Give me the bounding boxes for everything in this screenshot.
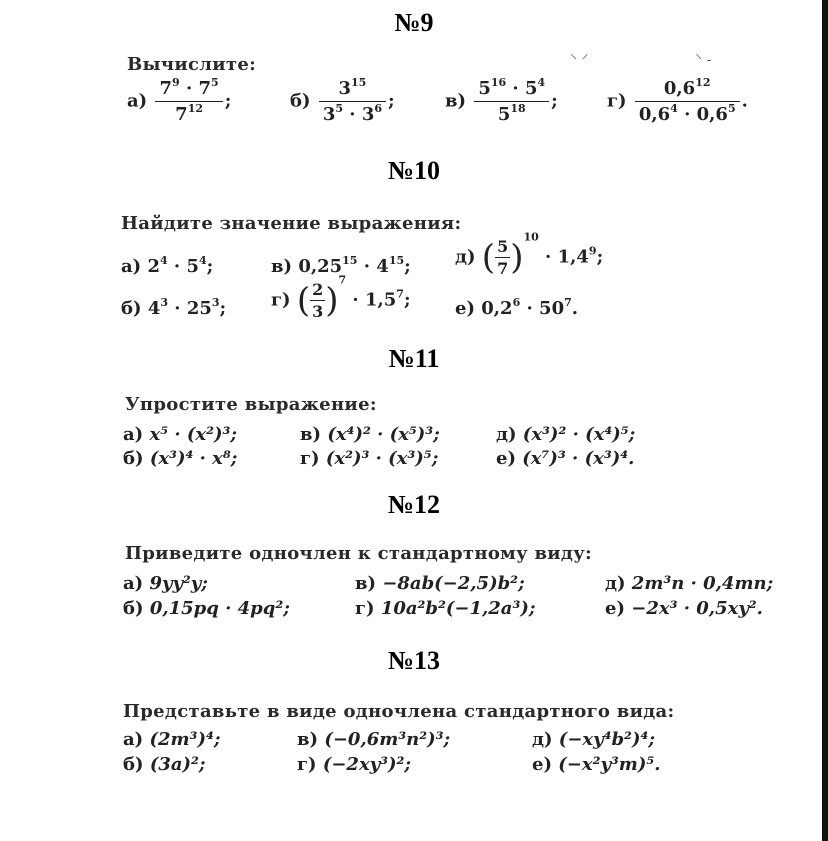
instruction-9: Вычислите: (127, 54, 257, 75)
task-13b: б) (3a)²; (123, 754, 206, 775)
task-9b: б) $\frac{3^{15}}{3^5 \cdot 3^6}$ ; (290, 76, 395, 125)
task-10b: б) $4^3 \cdot 25^3$; (121, 296, 227, 319)
task-10e: е) $0,2^6 \cdot 50^7$. (455, 296, 579, 319)
task-9a: а) $\frac{7^9 \cdot 7^5}{7^{12}}$ ; (127, 76, 232, 125)
fraction: $\frac{5^{16} \cdot 5^4}{5^{18}}$ (474, 78, 549, 125)
task-11a: а) x⁵ · (x²)³; (123, 424, 238, 445)
task-11b: б) (x³)⁴ · x⁸; (123, 448, 238, 469)
page-edge (822, 0, 828, 841)
fraction: $\frac{7^9 \cdot 7^5}{7^{12}}$ (155, 78, 222, 125)
task-11v: в) (x⁴)² · (x⁵)³; (300, 424, 440, 445)
instruction-12: Приведите одночлен к стандартному виду: (125, 543, 592, 564)
task-12v: в) −8ab(−2,5)b²; (355, 573, 525, 594)
fraction: $\frac{5}{7}$ (497, 237, 509, 278)
task-13v: в) (−0,6m³n²)³; (297, 729, 451, 750)
heading-9: №9 (394, 8, 434, 37)
instruction-13: Представьте в виде одночлена стандартного вида: (123, 701, 675, 722)
heading-10: №10 (387, 156, 441, 185)
task-12g: г) 10a²b²(−1,2a³); (355, 598, 536, 619)
task-12b: б) 0,15pq · 4pq²; (123, 598, 290, 619)
task-10v: в) $0,25^{15} \cdot 4^{15}$; (271, 254, 411, 277)
fraction: $\frac{0,6^{12}}{0,6^4 \cdot 0,6^5}$ (635, 78, 740, 125)
task-9v: в) $\frac{5^{16} \cdot 5^4}{5^{18}}$ ; (445, 76, 558, 125)
task-10a: а) $2^4 \cdot 5^4$; (121, 254, 214, 277)
task-13g: г) (−2xy³)²; (297, 754, 412, 775)
fraction: $\frac{3^{15}}{3^5 \cdot 3^6}$ (319, 78, 386, 125)
instruction-10: Найдите значение выражения: (121, 213, 462, 234)
heading-11: №11 (388, 344, 440, 373)
fraction: $\frac{2}{3}$ (312, 280, 324, 321)
task-12d: д) 2m³n · 0,4mn; (605, 573, 774, 594)
task-10g: г) ( $\frac{2}{3}$ )$^7 \cdot 1,5^7$; (271, 273, 411, 321)
instruction-11: Упростите выражение: (125, 394, 377, 415)
task-10d: д) ( $\frac{5}{7}$ )$^{10} \cdot 1,4^9$; (455, 230, 604, 278)
task-11g: г) (x²)³ · (x³)⁵; (300, 448, 439, 469)
task-13e: е) (−x²y³m)⁵. (532, 754, 661, 775)
task-13d: д) (−xy⁴b²)⁴; (532, 729, 655, 750)
task-9g: г) $\frac{0,6^{12}}{0,6^4 \cdot 0,6^5}$ . (607, 76, 748, 125)
task-12a: а) 9yy²y; (123, 573, 208, 594)
heading-12: №12 (387, 490, 441, 519)
heading-13: №13 (387, 646, 441, 675)
task-12e: е) −2x³ · 0,5xy². (605, 598, 763, 619)
task-11d: д) (x³)² · (x⁴)⁵; (496, 424, 636, 445)
task-11e: е) (x⁷)³ · (x³)⁴. (496, 448, 635, 469)
task-13a: а) (2m³)⁴; (123, 729, 221, 750)
scan-marks: ⸌ ⸍ ⸌ ‐ (570, 52, 712, 68)
